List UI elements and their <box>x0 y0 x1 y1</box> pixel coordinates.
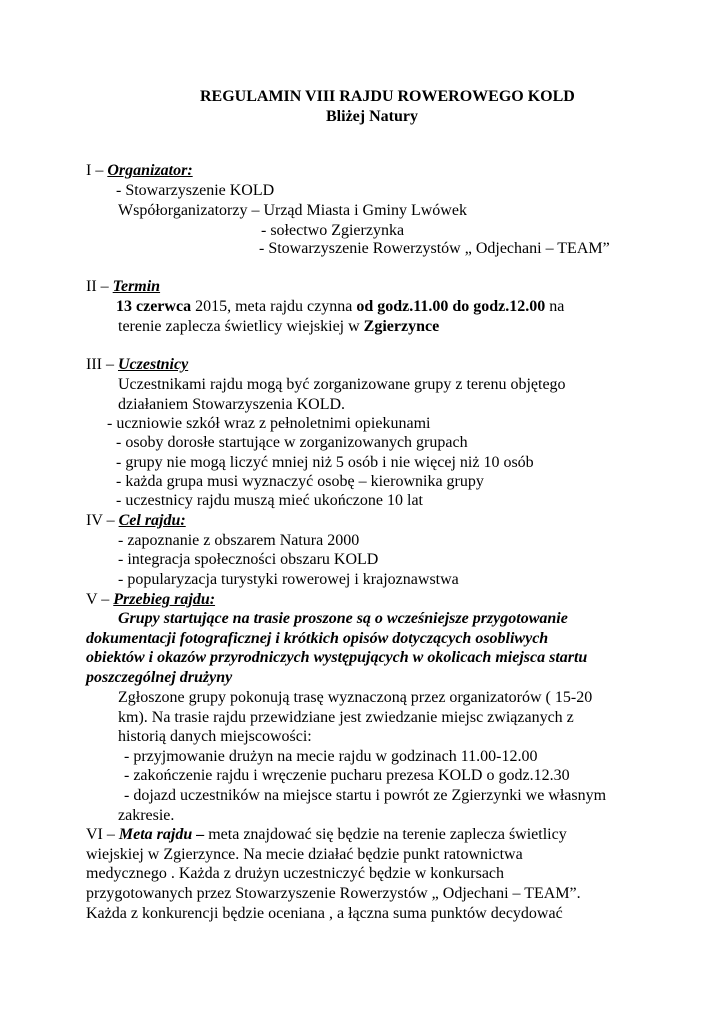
document-title: REGULAMIN VIII RAJDU ROWEROWEGO KOLD <box>200 88 575 105</box>
finish-line: medycznego . Każda z drużyn uczestniczyć będzie w konkursach <box>86 865 505 882</box>
finish-line: wiejskiej w Zgierzynce. Na mecie działać będzie punkt ratownictwa <box>86 846 523 863</box>
finish-line: Każda z konkurencji będzie oceniana , a łączna suma punktów decydować <box>86 905 563 922</box>
term-hours: od godz.11.00 do godz.12.00 <box>356 298 546 315</box>
course-notice-line: Grupy startujące na trasie proszone są o wcześniejsze przygotowanie <box>118 610 568 627</box>
section-1-title: Organizator: <box>107 162 193 179</box>
section-5-heading <box>86 590 215 610</box>
term-date-end: na <box>545 298 565 315</box>
section-4-heading <box>86 511 186 531</box>
section-3-heading <box>86 355 188 375</box>
section-6-title: Meta rajdu – <box>118 826 205 843</box>
goal-item: - integracja społeczności obszaru KOLD <box>118 551 379 568</box>
course-body-line: Zgłoszone grupy pokonują trasę wyznaczoną przez organizatorów ( 15-20 <box>118 689 593 706</box>
section-5-number: V – <box>86 591 114 608</box>
section-2-heading <box>86 277 160 297</box>
section-3-title: Uczestnicy <box>117 356 189 373</box>
course-item: - dojazd uczestników na miejsce startu i powrót ze Zgierzynki we własnym <box>124 787 607 804</box>
course-notice-line: obiektów i okazów przyrodniczych występujących w okolicach miejsca startu <box>86 649 588 666</box>
co-organizers-line: Współorganizatorzy – Urząd Miasta i Gminy Lwówek <box>118 202 467 219</box>
document-subtitle: Bliżej Natury <box>326 108 418 125</box>
section-6-heading <box>86 825 567 845</box>
participants-item: - uczniowie szkół wraz z pełnoletnimi opiekunami <box>107 415 431 432</box>
section-5-title: Przebieg rajdu: <box>113 591 216 608</box>
course-notice-line: dokumentacji fotograficznej i krótkich opisów dotyczących osobliwych <box>86 630 549 647</box>
course-body-line: historią danych miejscowości: <box>118 728 312 745</box>
section-3-number: III – <box>86 356 118 373</box>
participants-item: - osoby dorosłe startujące w zorganizowanych grupach <box>116 434 468 451</box>
section-1-number: I – <box>86 162 108 179</box>
course-item: - przyjmowanie drużyn na mecie rajdu w godzinach 11.00-12.00 <box>124 748 538 765</box>
section-2-title: Termin <box>112 278 161 295</box>
course-item-continuation: zakresie. <box>118 807 175 824</box>
section-6-number: VI – <box>86 826 119 843</box>
course-notice-line: poszczególnej drużyny <box>86 669 233 686</box>
co-organizer-1: - sołectwo Zgierzynka <box>261 222 405 239</box>
goal-item: - popularyzacja turystyki rowerowej i krajoznawstwa <box>118 571 459 588</box>
term-date-line <box>116 297 564 317</box>
term-location: Zgierzynce <box>363 318 440 335</box>
section-4-number: IV – <box>86 512 119 529</box>
section-2-number: II – <box>86 278 113 295</box>
participants-item: - uczestnicy rajdu muszą mieć ukończone 10 lat <box>116 492 423 509</box>
goal-item: - zapoznanie z obszarem Natura 2000 <box>118 532 360 549</box>
term-location-prefix: terenie zaplecza świetlicy wiejskiej w <box>118 318 364 335</box>
participants-item: - grupy nie mogą liczyć mniej niż 5 osób i nie więcej niż 10 osób <box>116 454 534 471</box>
finish-first-line: meta znajdować się będzie na terenie zaplecza świetlicy <box>204 826 567 843</box>
term-location-line <box>118 317 439 337</box>
course-item: - zakończenie rajdu i wręczenie pucharu prezesa KOLD o godz.12.30 <box>124 767 570 784</box>
term-date: 13 czerwca <box>116 298 192 315</box>
co-organizer-2: - Stowarzyszenie Rowerzystów „ Odjechani – TEAM” <box>259 240 610 257</box>
section-4-title: Cel rajdu: <box>118 512 186 529</box>
organizer-line: - Stowarzyszenie KOLD <box>116 182 275 199</box>
course-body-line: km). Na trasie rajdu przewidziane jest zwiedzanie miejsc związanych z <box>118 709 574 726</box>
participants-intro-2: działaniem Stowarzyszenia KOLD. <box>118 396 346 413</box>
participants-intro-1: Uczestnikami rajdu mogą być zorganizowane grupy z terenu objętego <box>118 376 566 393</box>
section-1-heading <box>86 161 193 181</box>
participants-item: - każda grupa musi wyznaczyć osobę – kierownika grupy <box>116 473 484 490</box>
finish-line: przygotowanych przez Stowarzyszenie Rowerzystów „ Odjechani – TEAM”. <box>86 885 581 902</box>
term-date-mid: 2015, meta rajdu czynna <box>191 298 357 315</box>
